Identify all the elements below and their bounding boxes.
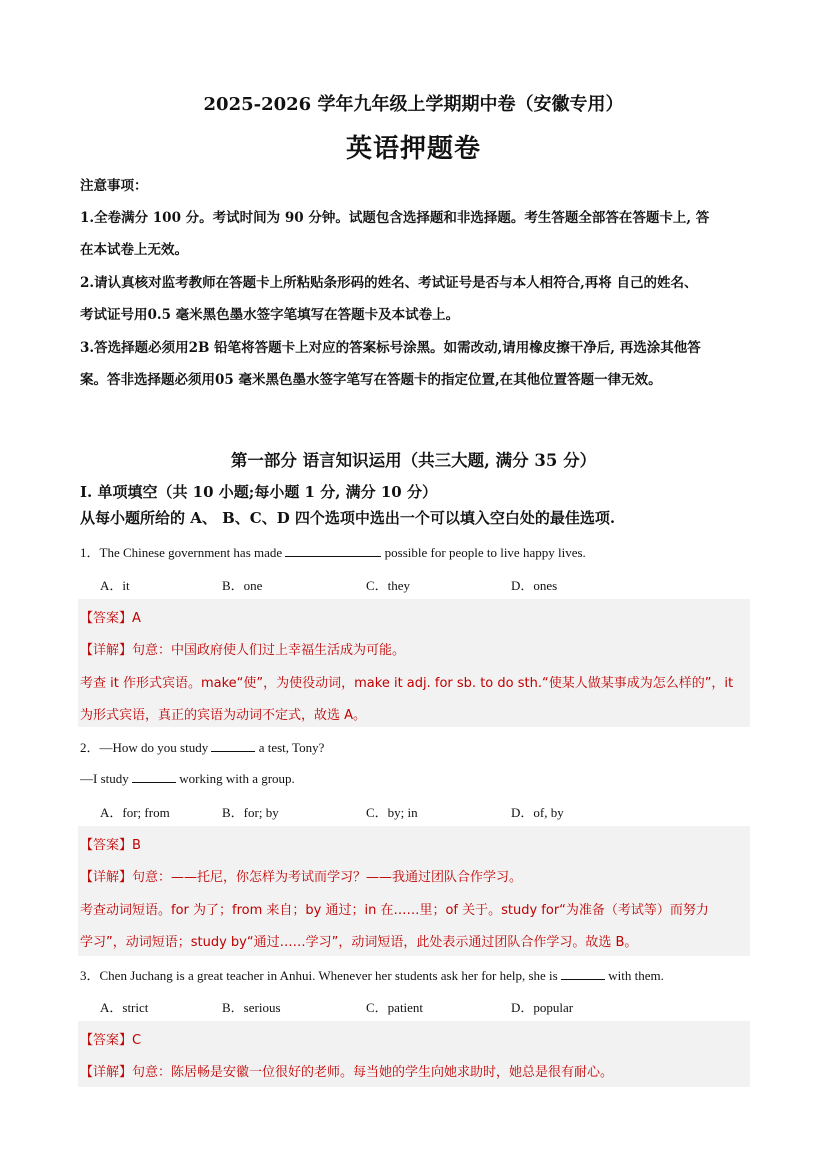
question-2-stem: [80, 737, 324, 756]
question-text: 2．—How do you study: [80, 740, 212, 755]
explanation-line: 【详解】句意：——托尼，你怎样为考试而学习？——我通过团队合作学习。: [80, 870, 523, 885]
option-d: D．ones: [511, 578, 558, 593]
paper-subtitle: 英语押题卷: [345, 134, 481, 164]
answer-label: 【答案】B: [80, 838, 141, 853]
option-b: B．for; by: [222, 805, 279, 820]
answer-blank: [561, 967, 605, 980]
answer-label: 【答案】A: [80, 611, 141, 626]
question-text: 1．The Chinese government has made: [80, 545, 286, 560]
option-b: B．serious: [222, 1000, 281, 1015]
paper-title: 2025-2026 学年九年级上学期期中卷（安徽专用）: [203, 94, 624, 115]
explanation-line: 考查 it 作形式宾语。make“使”，为使役动词，make it adj. for sb. to do sth.“使某人做某事成为怎么样的”，it: [80, 676, 734, 691]
option-d: D．of, by: [511, 805, 564, 820]
question-text: —I study: [80, 771, 132, 786]
notice-line: 考试证号用0.5 毫米黑色墨水签字笔填写在答题卡及本试卷上。: [80, 307, 460, 323]
explanation-line: 【详解】句意：陈居畅是安徽一位很好的老师。每当她的学生向她求助时，她总是很有耐心。: [80, 1065, 614, 1080]
question-2-reply: [80, 770, 295, 787]
section-title: 第一部分 语言知识运用（共三大题, 满分 35 分）: [230, 451, 597, 470]
explanation-line: 考查动词短语。for 为了；from 来自；by 通过；in 在……里；of 关于。study for“为准备（考试等）而努力: [80, 903, 709, 918]
notice-line: 在本试卷上无效。: [80, 242, 188, 258]
question-text: 3．Chen Juchang is a great teacher in Anhui. Whenever her students ask her for help, she is: [80, 968, 561, 983]
part-instruction: 从每小题所给的 A、 B、C、D 四个选项中选出一个可以填入空白处的最佳选项.: [80, 509, 616, 527]
question-1-stem: [80, 542, 586, 561]
explanation-line: 学习”，动词短语；study by“通过……学习”，动词短语，此处表示通过团队合作学习。故选 B。: [80, 935, 638, 950]
question-3-stem: [80, 965, 664, 984]
notice-line: 3.答选择题必须用2B 铅笔将答题卡上对应的答案标号涂黑。如需改动,请用橡皮擦干净后, 再选涂其他答: [80, 340, 701, 356]
answer-blank: [211, 739, 255, 752]
option-a: A．strict: [100, 1000, 149, 1015]
notice-heading: 注意事项：: [80, 178, 148, 194]
option-c: C．patient: [366, 1000, 424, 1015]
option-b: B．one: [222, 578, 263, 593]
explanation-line: 为形式宾语，真正的宾语为动词不定式，故选 A。: [80, 708, 367, 723]
option-a: A．it: [100, 578, 130, 593]
question-text: a test, Tony?: [255, 740, 325, 755]
option-c: C．they: [366, 578, 411, 593]
notice-line: 1.全卷满分 100 分。考试时间为 90 分钟。试题包含选择题和非选择题。考生答题全部答在答题卡上, 答: [80, 210, 710, 226]
answer-label: 【答案】C: [80, 1033, 142, 1048]
notice-line: 2.请认真核对监考教师在答题卡上所粘贴条形码的姓名、考试证号是否与本人相符合,再将 自己的姓名、: [80, 275, 698, 291]
notice-line: 案。答非选择题必须用05 毫米黑色墨水签字笔写在答题卡的指定位置,在其他位置答题一律无效。: [80, 372, 662, 388]
part-title: I. 单项填空（共 10 小题;每小题 1 分, 满分 10 分）: [80, 483, 437, 501]
explanation-line: 【详解】句意：中国政府使人们过上幸福生活成为可能。: [80, 643, 406, 658]
question-text: working with a group.: [176, 771, 295, 786]
question-text: with them.: [604, 968, 664, 983]
answer-blank: [132, 770, 176, 783]
option-c: C．by; in: [366, 805, 418, 820]
question-text: possible for people to live happy lives.: [381, 545, 586, 560]
answer-blank: [285, 544, 381, 557]
option-d: D．popular: [511, 1000, 574, 1015]
option-a: A．for; from: [100, 805, 170, 820]
